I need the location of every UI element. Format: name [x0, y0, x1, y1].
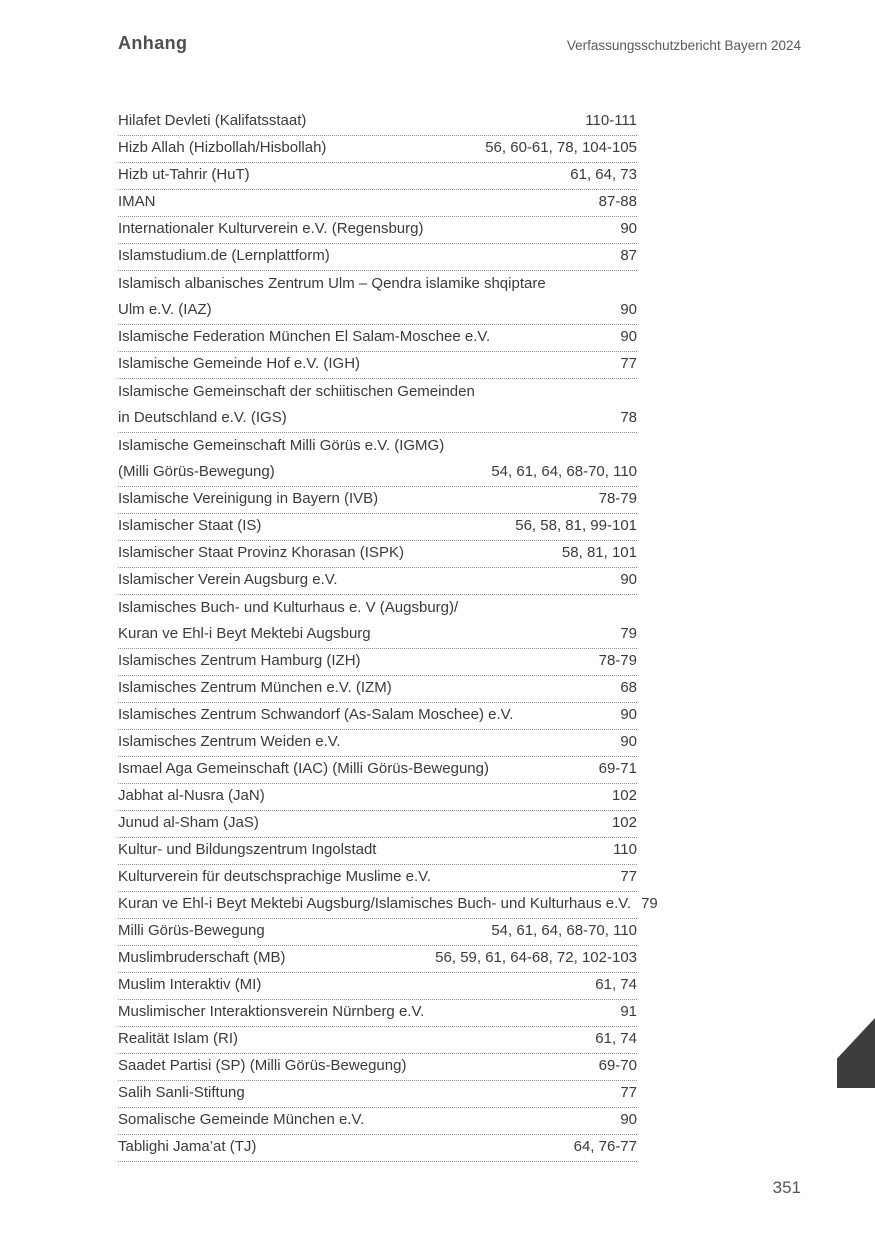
entry-label: Islamstudium.de (Lernplattform): [118, 247, 330, 264]
entry-pages: 58, 81, 101: [561, 544, 637, 561]
page-number: 351: [772, 1178, 801, 1197]
entry-label: Jabhat al-Nusra (JaN): [118, 787, 265, 804]
index-entry-line: [118, 244, 637, 271]
entry-pages: 56, 60-61, 78, 104-105: [485, 139, 637, 156]
report-title: Verfassungsschutzbericht Bayern 2024: [566, 38, 801, 53]
index-entry-line: [118, 595, 637, 622]
entry-label: Milli Görüs-Bewegung: [118, 922, 265, 939]
index-entry-line: [118, 298, 637, 325]
entry-pages: 69-70: [598, 1057, 637, 1074]
index-entry-line: [118, 136, 637, 163]
entry-label: Hilafet Devleti (Kalifatsstaat): [118, 112, 307, 129]
entry-label: (Milli Görüs-Bewegung): [118, 463, 275, 480]
entry-label: Realität Islam (RI): [118, 1030, 239, 1047]
chapter-tab-marker: [837, 1018, 875, 1088]
entry-label: Islamisch albanisches Zentrum Ulm – Qendra islamike shqiptare: [118, 275, 546, 292]
index-entry-line: [118, 1081, 637, 1108]
index-entry-line: [118, 919, 637, 946]
entry-pages: 102: [611, 787, 637, 804]
entry-pages: 90: [620, 1111, 637, 1128]
index-entry-line: [118, 1000, 637, 1027]
entry-label: Islamische Vereinigung in Bayern (IVB): [118, 490, 379, 507]
index-entry-line: [118, 352, 637, 379]
entry-pages: 77: [620, 1084, 637, 1101]
entry-label: Islamisches Zentrum München e.V. (IZM): [118, 679, 392, 696]
entry-label: Islamisches Zentrum Weiden e.V.: [118, 733, 341, 750]
entry-label: Islamischer Staat (IS): [118, 517, 262, 534]
index-entry-line: [118, 1108, 637, 1135]
entry-label: Muslimbruderschaft (MB): [118, 949, 286, 966]
index-entry-line: [118, 217, 637, 244]
entry-label: Junud al-Sham (JaS): [118, 814, 259, 831]
index-entry-line: [118, 622, 637, 649]
entry-label: Somalische Gemeinde München e.V.: [118, 1111, 365, 1128]
index-entry-line: [118, 1054, 637, 1081]
index-entry-line: [118, 325, 637, 352]
entry-label: Islamische Gemeinschaft der schiitischen Gemeinden: [118, 383, 475, 400]
entry-label: Islamisches Buch- und Kulturhaus e. V (Augsburg)/: [118, 599, 459, 616]
entry-pages: 78-79: [598, 652, 637, 669]
entry-pages: 54, 61, 64, 68-70, 110: [491, 922, 637, 939]
index-entry-line: [118, 541, 637, 568]
entry-pages: 77: [620, 355, 637, 372]
index-entry-line: [118, 379, 637, 406]
entry-pages: 87: [620, 247, 637, 264]
entry-label: in Deutschland e.V. (IGS): [118, 409, 287, 426]
entry-pages: 90: [620, 328, 637, 345]
index-entry-line: [118, 1027, 637, 1054]
entry-pages: 87-88: [598, 193, 637, 210]
entry-label: Islamischer Staat Provinz Khorasan (ISPK): [118, 544, 404, 561]
index-entry-line: [118, 973, 637, 1000]
entry-label: Kuran ve Ehl-i Beyt Mektebi Augsburg: [118, 625, 371, 642]
entry-pages: 54, 61, 64, 68-70, 110: [491, 463, 637, 480]
index-entry-line: [118, 730, 637, 757]
section-title: Anhang: [118, 33, 188, 53]
entry-label: Muslimischer Interaktionsverein Nürnberg e.V.: [118, 1003, 425, 1020]
entry-pages: 90: [620, 706, 637, 723]
entry-pages: 78: [620, 409, 637, 426]
entry-label: Internationaler Kulturverein e.V. (Regensburg): [118, 220, 424, 237]
index-entry-line: [118, 109, 637, 136]
entry-pages: 64, 76-77: [573, 1138, 637, 1155]
index-entry-line: [118, 865, 637, 892]
entry-pages: 69-71: [598, 760, 637, 777]
index-entry-line: [118, 757, 637, 784]
entry-label: Islamischer Verein Augsburg e.V.: [118, 571, 338, 588]
entry-pages: 61, 74: [595, 1030, 637, 1047]
entry-label: Kultur- und Bildungszentrum Ingolstadt: [118, 841, 377, 858]
entry-label: Ulm e.V. (IAZ): [118, 301, 212, 318]
index-entry-line: [118, 460, 637, 487]
entry-pages: 61, 74: [595, 976, 637, 993]
entry-pages: 78-79: [598, 490, 637, 507]
entry-label: Kuran ve Ehl-i Beyt Mektebi Augsburg/Islamisches Buch- und Kulturhaus e.V.: [118, 895, 632, 912]
index-entry-line: [118, 892, 658, 919]
entry-label: Hizb Allah (Hizbollah/Hisbollah): [118, 139, 327, 156]
index-entry-line: [118, 163, 637, 190]
index-entry-line: [118, 514, 637, 541]
entry-pages: 102: [611, 814, 637, 831]
index-list: [118, 109, 658, 1162]
entry-label: Saadet Partisi (SP) (Milli Görüs-Bewegung): [118, 1057, 407, 1074]
entry-label: Kulturverein für deutschsprachige Muslime e.V.: [118, 868, 431, 885]
entry-label: Islamisches Zentrum Schwandorf (As-Salam Moschee) e.V.: [118, 706, 514, 723]
entry-pages: 68: [620, 679, 637, 696]
entry-pages: 79: [620, 625, 637, 642]
index-entry-line: [118, 946, 637, 973]
entry-label: Islamische Federation München El Salam-Moschee e.V.: [118, 328, 491, 345]
index-entry-line: [118, 703, 637, 730]
entry-label: Islamisches Zentrum Hamburg (IZH): [118, 652, 361, 669]
entry-pages: 90: [620, 301, 637, 318]
entry-label: Islamische Gemeinschaft Milli Görüs e.V. (IGMG): [118, 437, 445, 454]
index-entry-line: [118, 838, 637, 865]
index-entry-line: [118, 433, 637, 460]
entry-pages: 61, 64, 73: [570, 166, 637, 183]
index-entry-line: [118, 784, 637, 811]
index-entry-line: [118, 271, 637, 298]
entry-label: Ismael Aga Gemeinschaft (IAC) (Milli Görüs-Bewegung): [118, 760, 489, 777]
entry-label: Hizb ut-Tahrir (HuT): [118, 166, 250, 183]
entry-label: Muslim Interaktiv (MI): [118, 976, 262, 993]
entry-label: IMAN: [118, 193, 156, 210]
entry-pages: 79: [641, 895, 658, 912]
entry-pages: 91: [620, 1003, 637, 1020]
entry-label: Islamische Gemeinde Hof e.V. (IGH): [118, 355, 361, 372]
entry-label: Tablighi Jama’at (TJ): [118, 1138, 257, 1155]
index-entry-line: [118, 406, 637, 433]
entry-pages: 56, 59, 61, 64-68, 72, 102-103: [435, 949, 637, 966]
entry-pages: 90: [620, 220, 637, 237]
entry-pages: 110-111: [585, 112, 637, 129]
entry-pages: 77: [620, 868, 637, 885]
index-entry-line: [118, 649, 637, 676]
entry-pages: 110: [613, 841, 637, 858]
index-entry-line: [118, 487, 637, 514]
entry-pages: 90: [620, 571, 637, 588]
index-entry-line: [118, 190, 637, 217]
index-entry-line: [118, 811, 637, 838]
index-entry-line: [118, 676, 637, 703]
index-entry-line: [118, 1135, 637, 1162]
entry-pages: 90: [620, 733, 637, 750]
entry-label: Salih Sanli-Stiftung: [118, 1084, 245, 1101]
entry-pages: 56, 58, 81, 99-101: [515, 517, 637, 534]
index-entry-line: [118, 568, 637, 595]
